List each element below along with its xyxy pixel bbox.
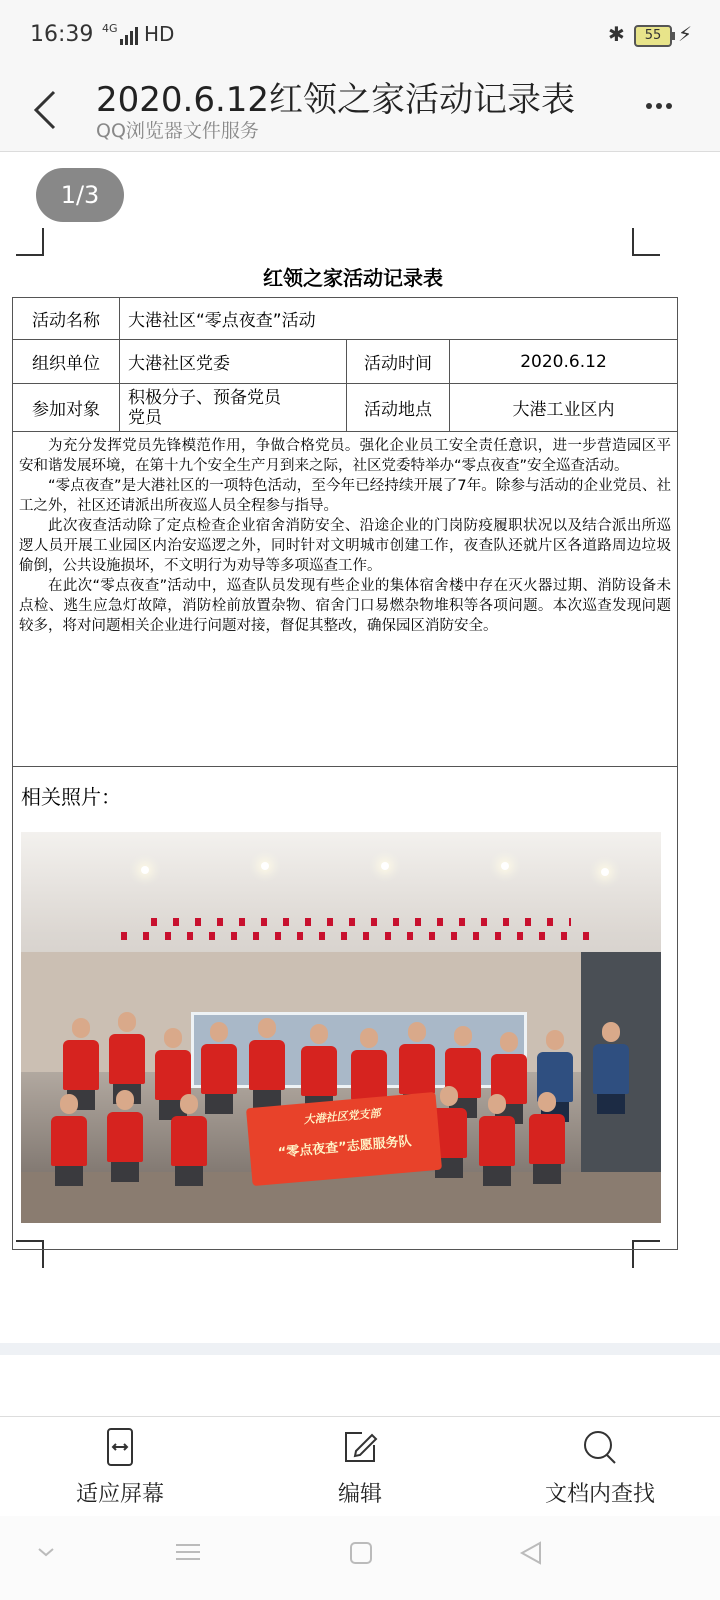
team-banner <box>246 1092 442 1186</box>
search-icon <box>580 1427 620 1467</box>
banner-line: 大港社区党支部 <box>303 1106 381 1127</box>
home-icon[interactable] <box>348 1540 374 1566</box>
edit-icon <box>340 1427 380 1467</box>
document-title: 红领之家活动记录表 <box>263 266 443 290</box>
bluetooth-icon: ✱ <box>608 22 625 46</box>
paragraph: 此次夜查活动除了定点检查企业宿舍消防安全、沿途企业的门岗防疫履职状况以及结合派出所巡逻人员开展工业园区内治安巡逻之外，同时针对文明城市创建工作，夜查队还就片区各道路周边垃圾偷倒，公共设施损坏，不文明行为劝导等多项巡查工作。 <box>19 518 671 574</box>
banner-line: “零点夜查”志愿服务队 <box>277 1134 413 1161</box>
org-value: 大港社区党委 <box>120 340 347 384</box>
find-label: 文档内查找 <box>544 1482 655 1507</box>
activity-name-label: 活动名称 <box>13 298 120 340</box>
page-separator <box>0 1343 720 1355</box>
activity-description <box>13 432 678 767</box>
signal-icon <box>120 26 140 45</box>
activity-record-table <box>12 297 678 1250</box>
more-menu-button[interactable] <box>646 88 694 124</box>
status-bar <box>0 0 720 72</box>
page-title: 2020.6.12红领之家活动记录表 <box>96 80 576 120</box>
time-value: 2020.6.12 <box>450 340 678 384</box>
more-dots-icon <box>646 103 652 109</box>
participants-value <box>120 384 347 432</box>
back-button[interactable] <box>26 80 66 140</box>
paragraph: “零点夜查”是大港社区的一项特色活动，至今年已经持续开展了7年。除参与活动的企业党员、社工之外，社区还请派出所夜巡人员全程参与指导。 <box>19 478 671 514</box>
paragraph: 在此次“零点夜查”活动中，巡查队员发现有些企业的集体宿舍楼中存在灭火器过期、消防设备未点检、逃生应急灯故障，消防栓前放置杂物、宿舍门口易燃杂物堆积等各项问题。本次巡查发现问题较多，将对问题相关企业进行问题对接，督促其整改，确保园区消防安全。 <box>19 578 671 634</box>
app-bar <box>0 72 720 152</box>
back-triangle-icon[interactable] <box>518 1540 544 1566</box>
status-time: 16:39 <box>30 22 94 47</box>
page-subtitle: QQ浏览器文件服务 <box>96 120 259 142</box>
crop-mark <box>632 228 660 256</box>
place-value: 大港工业区内 <box>450 384 678 432</box>
participants-line: 党员 <box>128 407 162 428</box>
photo-label: 相关照片： <box>21 785 121 809</box>
participants-label: 参加对象 <box>13 384 120 432</box>
org-label: 组织单位 <box>13 340 120 384</box>
fit-screen-icon <box>102 1427 138 1467</box>
place-label: 活动地点 <box>347 384 450 432</box>
system-nav-bar <box>0 1516 720 1600</box>
chevron-left-icon <box>26 80 66 140</box>
edit-button[interactable] <box>280 1427 440 1508</box>
charging-icon: ⚡ <box>678 22 693 46</box>
network-type: 4G <box>102 22 118 35</box>
battery-icon: 55 <box>634 25 672 47</box>
fit-screen-label: 适应屏幕 <box>75 1482 164 1507</box>
participants-line: 积极分子、预备党员 <box>128 387 281 408</box>
crop-mark <box>16 228 44 256</box>
time-label: 活动时间 <box>347 340 450 384</box>
page-indicator: 1/3 <box>36 168 124 222</box>
find-in-document-button[interactable] <box>520 1427 680 1508</box>
hd-indicator: HD <box>144 22 175 46</box>
fit-screen-button[interactable] <box>40 1427 200 1508</box>
paragraph: 为充分发挥党员先锋模范作用，争做合格党员。强化企业员工安全责任意识，进一步营造园区平安和谐发展环境，在第十九个安全生产月到来之际，社区党委特举办“零点夜查”安全巡查活动。 <box>19 438 671 474</box>
group-photo <box>21 832 661 1223</box>
chevron-down-icon[interactable] <box>34 1540 58 1564</box>
activity-name-value: 大港社区“零点夜查”活动 <box>120 298 678 340</box>
bottom-toolbar <box>0 1416 720 1517</box>
edit-label: 编辑 <box>337 1482 382 1507</box>
photo-section <box>13 767 678 1250</box>
menu-icon[interactable] <box>174 1540 202 1564</box>
